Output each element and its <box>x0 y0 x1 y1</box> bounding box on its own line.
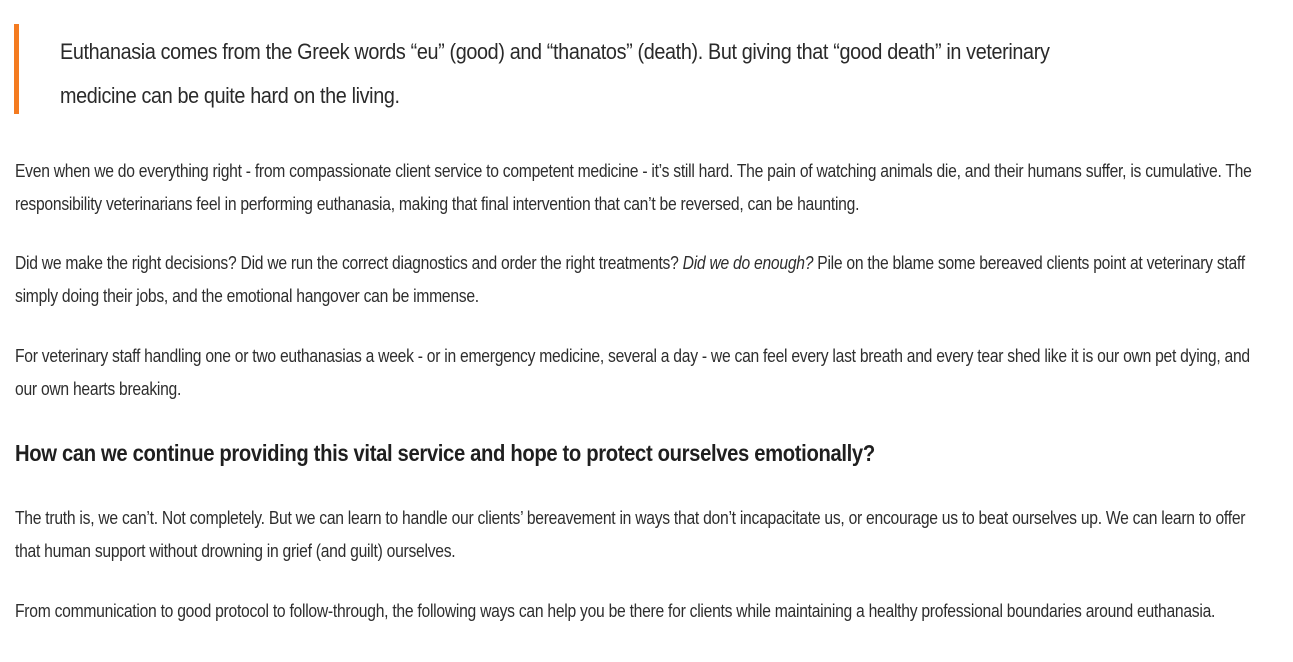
section-heading <box>15 436 1275 470</box>
section-heading-text: How can we continue providing this vital service and hope to protect ourselves emotionally? <box>15 440 875 466</box>
paragraph-2-end: Pile on the blame some bereaved clients point at veterinary staff simply doing their jobs, and the emotional hangover can be immense. <box>15 253 1245 306</box>
pullquote-text: Euthanasia comes from the Greek words “eu” (good) and “thanatos” (death). But giving that “good death” in veterinary medicine can be quite hard on the living. <box>60 39 1050 108</box>
paragraph-4-text: The truth is, we can’t. Not completely. But we can learn to handle our clients’ bereavement in ways that don’t incapacitate us, or encourage us to beat ourselves up. We can learn to offer that human support without drowning in grief (and guilt) ourselves. <box>15 508 1246 561</box>
paragraph-3 <box>15 340 1275 406</box>
paragraph-5 <box>15 595 1275 628</box>
paragraph-2-text <box>15 247 1259 313</box>
paragraph-2 <box>15 247 1275 313</box>
paragraph-1-text: Even when we do everything right - from compassionate client service to competent medicine - it’s still hard. The pain of watching animals die, and their humans suffer, is cumulative. The responsibility veterinarians feel in performing euthanasia, making that final intervention that can’t be reversed, can be haunting. <box>15 161 1252 214</box>
paragraph-4 <box>15 502 1275 568</box>
pullquote <box>14 24 1114 114</box>
paragraph-5-text: From communication to good protocol to follow-through, the following ways can help you be there for clients while maintaining a healthy professional boundaries around euthanasia. <box>15 601 1216 621</box>
paragraph-1 <box>15 155 1275 221</box>
paragraph-3-text: For veterinary staff handling one or two euthanasias a week - or in emergency medicine, several a day - we can feel every last breath and every tear shed like it is our own pet dying, and our own hearts breaking. <box>15 346 1250 399</box>
paragraph-2-start: Did we make the right decisions? Did we run the correct diagnostics and order the right treatments? <box>15 253 683 273</box>
paragraph-2-emphasis: Did we do enough? <box>682 253 814 273</box>
